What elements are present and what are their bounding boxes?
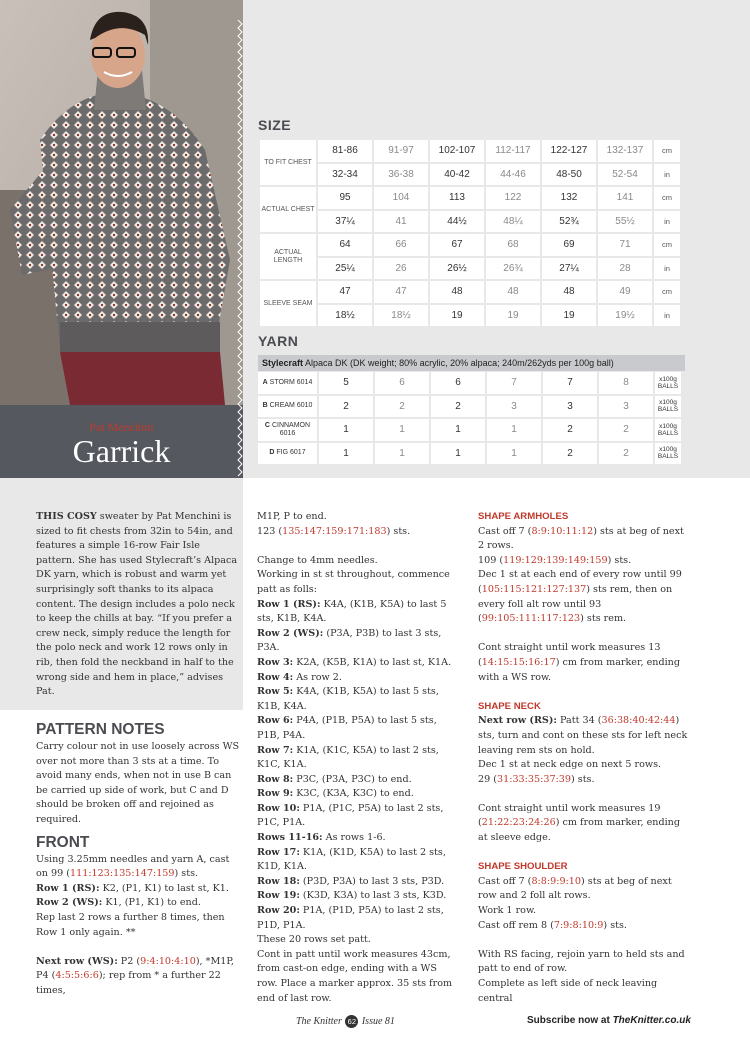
size-value: 48 (486, 281, 540, 303)
front-row-1: Row 1 (RS): K2, (P1, K1) to last st, K1. (36, 882, 229, 894)
pattern-row: Row 20: P1A, (P1D, P5A) to last 2 sts, P1D, P1A. (257, 905, 444, 931)
yarn-value: 1 (319, 443, 373, 465)
size-value: 55½ (598, 211, 652, 233)
size-value: 47 (318, 281, 372, 303)
front-repeat: Rep last 2 rows a further 8 times, then Row 1 only again. ** (36, 911, 225, 938)
yarn-colour-label: C CINNAMON 6016 (258, 419, 317, 441)
size-value: 26 (374, 258, 428, 280)
yarn-value: 5 (319, 372, 373, 394)
size-row (260, 187, 680, 209)
size-value: 19 (542, 305, 596, 327)
yarn-value: 1 (487, 443, 541, 465)
yarn-value: 7 (543, 372, 597, 394)
yarn-row (258, 419, 681, 441)
yarn-colour-label: A STORM 6014 (258, 372, 317, 394)
col2-m1p: M1P, P to end. (257, 511, 327, 522)
shape-armholes-heading: SHAPE ARMHOLES (478, 511, 569, 522)
size-value: 49 (598, 281, 652, 303)
size-value: 141 (598, 187, 652, 209)
size-row (260, 211, 680, 233)
col2-needles: Change to 4mm needles. (257, 554, 378, 566)
pattern-row: Row 18: (P3D, P3A) to last 3 sts, P3D. (257, 875, 445, 887)
pattern-row: Row 5: K4A, (K1B, K5A) to last 5 sts, K1B, K4A. (257, 686, 439, 712)
size-value: 52¾ (542, 211, 596, 233)
size-value: 48 (542, 281, 596, 303)
size-value: 48-50 (542, 164, 596, 186)
site-link[interactable]: TheKnitter.co.uk (612, 1015, 691, 1026)
size-row-label: ACTUAL LENGTH (260, 234, 316, 279)
intro-text (36, 510, 240, 700)
column-3 (478, 510, 688, 1006)
size-value: 52-54 (598, 164, 652, 186)
pattern-row: Row 17: K1A, (K1D, K5A) to last 2 sts, K1D, K1A. (257, 846, 446, 873)
size-row (260, 305, 680, 327)
complete-left: Complete as left side of neck leaving central (478, 978, 658, 1004)
size-value: 64 (318, 234, 372, 256)
size-unit: cm (654, 234, 680, 256)
pattern-row: Row 10: P1A, (P1C, P5A) to last 2 sts, P1C, P1A. (257, 802, 444, 829)
size-value: 18½ (374, 305, 428, 327)
pattern-row: Row 3: K2A, (K5B, K1A) to last st, K1A. (257, 656, 452, 668)
model-photo (0, 0, 243, 405)
size-unit: cm (654, 187, 680, 209)
yarn-value: 2 (375, 396, 429, 418)
size-row (260, 258, 680, 280)
yarn-unit: x100g BALLS (655, 443, 681, 465)
rejoin-yarn: With RS facing, rejoin yarn to held sts and patt to end of row. (478, 948, 685, 975)
hero-panel (0, 0, 243, 478)
size-row-label: TO FIT CHEST (260, 140, 316, 185)
size-value: 68 (486, 234, 540, 256)
neck-next-row: Next row (RS): Patt 34 (36:38:40:42:44) sts, turn and cont on these sts for left neck leaving rem sts on hold. (478, 715, 688, 756)
yarn-value: 6 (375, 372, 429, 394)
size-value: 66 (374, 234, 428, 256)
pattern-row: Row 1 (RS): K4A, (K1B, K5A) to last 5 sts, K1B, K4A. (257, 598, 447, 625)
pattern-row: Row 6: P4A, (P1B, P5A) to last 5 sts, P1B, P4A. (257, 715, 437, 741)
chart-rows (257, 598, 460, 934)
intro-lead: THIS COSY (36, 511, 97, 522)
size-row (260, 281, 680, 303)
yarn-unit: x100g BALLS (655, 419, 681, 441)
size-value: 67 (430, 234, 484, 256)
col2-stitch-count: 123 (135:147:159:171:183) sts. (257, 525, 411, 537)
size-unit: in (654, 305, 680, 327)
yarn-value: 1 (319, 419, 373, 441)
pattern-row: Row 8: P3C, (P3A, P3C) to end. (257, 773, 412, 785)
yarn-colour-label: D FIG 6017 (258, 443, 317, 465)
col2-set-patt: These 20 rows set patt. (257, 934, 371, 946)
yarn-spec: Alpaca DK (DK weight; 80% acrylic, 20% alpaca; 240m/262yds per 100g ball) (303, 358, 614, 368)
yarn-unit: x100g BALLS (655, 396, 681, 418)
size-unit: in (654, 164, 680, 186)
size-unit: cm (654, 281, 680, 303)
pattern-row: Rows 11-16: As rows 1-6. (257, 832, 386, 844)
size-row-label: ACTUAL CHEST (260, 187, 316, 232)
front-cast-on: Using 3.25mm needles and yarn A, cast on 99 (111:123:135:147:159) sts. (36, 853, 230, 880)
intro-body: sweater by Pat Menchini is sized to fit chests from 32in to 54in, and features a simple 16-row Fair Isle pattern. She has used Stylecraft’s Alpaca DK yarn, which is robust and warm yet surprisingly soft thanks to its alpaca content. The design includes a polo neck to keep the chills at bay. “If you prefer a crew neck, simply reduce the length for the polo neck and work 12 rows only in rib, then fold the neckband in half to the wrong side and hem in place,” advises Pat. (36, 511, 238, 698)
size-value: 19½ (598, 305, 652, 327)
pattern-notes-text: Carry colour not in use loosely across WS over not more than 3 sts at a time. To avoid many ends, when not in use B can be carried up side of work, but C and D should be broken off and rejoined as required. (36, 741, 240, 825)
yarn-value: 2 (319, 396, 373, 418)
neck-dec: Dec 1 st at neck edge on next 5 rows. (478, 759, 662, 771)
size-value: 81-86 (318, 140, 372, 162)
size-value: 28 (598, 258, 652, 280)
neck-count: 29 (31:33:35:37:39) sts. (478, 773, 595, 785)
yarn-value: 2 (543, 443, 597, 465)
size-value: 112-117 (486, 140, 540, 162)
front-row-2: Row 2 (WS): K1, (P1, K1) to end. (36, 897, 201, 909)
yarn-table (256, 370, 683, 466)
footer-subscribe: Subscribe now at TheKnitter.co.uk (527, 1015, 691, 1026)
size-value: 48¼ (486, 211, 540, 233)
footer-magazine: The Knitter 62 Issue 81 (296, 1015, 395, 1027)
size-value: 27¼ (542, 258, 596, 280)
size-value: 69 (542, 234, 596, 256)
pattern-row: Row 7: K1A, (K1C, K5A) to last 2 sts, K1C, K1A. (257, 744, 439, 771)
yarn-value: 8 (599, 372, 653, 394)
yarn-value: 1 (431, 443, 485, 465)
front-heading: FRONT (36, 833, 90, 851)
neck-cont: Cont straight until work measures 19 (21:22:23:24:26) cm from marker, ending at sleeve edge. (478, 802, 681, 844)
size-value: 32-34 (318, 164, 372, 186)
size-value: 40-42 (430, 164, 484, 186)
size-value: 19 (486, 305, 540, 327)
pattern-row: Row 2 (WS): (P3A, P3B) to last 3 sts, P3A. (257, 627, 442, 654)
col2-continue: Cont in patt until work measures 43cm, from cast-on edge, ending with a WS row. Place a marker approx. 35 sts from end of last row. (257, 948, 453, 1004)
size-value: 26¾ (486, 258, 540, 280)
yarn-value: 2 (543, 419, 597, 441)
page-number: 62 (345, 1015, 358, 1028)
yarn-value: 2 (599, 443, 653, 465)
size-value: 44½ (430, 211, 484, 233)
column-1 (36, 720, 242, 999)
front-next-row: Next row (WS): P2 (9:4:10:4:10), *M1P, P4 (4:5:5:6:6); rep from * a further 22 times, (36, 955, 234, 996)
size-value: 26½ (430, 258, 484, 280)
yarn-value: 6 (431, 372, 485, 394)
column-2 (257, 510, 460, 1006)
size-row (260, 234, 680, 256)
size-value: 95 (318, 187, 372, 209)
size-value: 19 (430, 305, 484, 327)
yarn-value: 2 (431, 396, 485, 418)
size-value: 113 (430, 187, 484, 209)
yarn-row (258, 443, 681, 465)
shape-shoulder-heading: SHAPE SHOULDER (478, 861, 568, 873)
pattern-row: Row 19: (K3D, K3A) to last 3 sts, K3D. (257, 890, 447, 902)
yarn-value: 3 (487, 396, 541, 418)
size-value: 132 (542, 187, 596, 209)
shoulder-work-row: Work 1 row. (478, 905, 537, 917)
size-value: 102-107 (430, 140, 484, 162)
size-value: 104 (374, 187, 428, 209)
size-value: 48 (430, 281, 484, 303)
size-row (260, 164, 680, 186)
shape-neck-heading: SHAPE NECK (478, 700, 541, 712)
size-heading: SIZE (258, 117, 292, 133)
size-value: 132-137 (598, 140, 652, 162)
size-value: 122-127 (542, 140, 596, 162)
size-value: 18½ (318, 305, 372, 327)
yarn-value: 1 (431, 419, 485, 441)
size-unit: in (654, 258, 680, 280)
shoulder-cast-off: Cast off 7 (8:8:9:9:10) sts at beg of next row and 2 foll alt rows. (478, 875, 672, 902)
yarn-description (258, 355, 685, 371)
size-value: 122 (486, 187, 540, 209)
yarn-value: 1 (375, 419, 429, 441)
size-value: 25¼ (318, 258, 372, 280)
col2-commence: Working in st st throughout, commence patt as folls: (257, 569, 450, 595)
size-table (258, 138, 682, 328)
size-value: 41 (374, 211, 428, 233)
pattern-title: Garrick (72, 433, 171, 469)
title-block (0, 405, 243, 478)
yarn-colour-label: B CREAM 6010 (258, 396, 317, 418)
pattern-row: Row 4: As row 2. (257, 671, 342, 683)
size-value: 44-46 (486, 164, 540, 186)
pattern-row: Row 9: K3C, (K3A, K3C) to end. (257, 788, 414, 800)
size-value: 36-38 (374, 164, 428, 186)
yarn-value: 1 (375, 443, 429, 465)
shoulder-cast-off-rem: Cast off rem 8 (7:9:8:10:9) sts. (478, 919, 627, 931)
yarn-brand: Stylecraft (262, 358, 304, 368)
pattern-notes-heading: PATTERN NOTES (36, 721, 165, 738)
armholes-dec: Dec 1 st at each end of every row until 99 (105:115:121:127:137) sts rem, then on every foll alt row until 93 (99:105:111:117:123) sts rem. (478, 569, 682, 625)
yarn-value: 3 (599, 396, 653, 418)
size-row-label: SLEEVE SEAM (260, 281, 316, 326)
size-value: 37¼ (318, 211, 372, 233)
size-value: 91-97 (374, 140, 428, 162)
armholes-cast-off: Cast off 7 (8:9:10:11:12) sts at beg of next 2 rows. (478, 525, 684, 552)
size-row (260, 140, 680, 162)
designer-byline: Pat Menchini (89, 420, 154, 434)
yarn-value: 1 (487, 419, 541, 441)
yarn-row (258, 372, 681, 394)
size-unit: cm (654, 140, 680, 162)
size-value: 47 (374, 281, 428, 303)
size-value: 71 (598, 234, 652, 256)
yarn-value: 3 (543, 396, 597, 418)
armholes-cont: Cont straight until work measures 13 (14:15:15:16:17) cm from marker, ending with a WS row. (478, 642, 681, 683)
size-unit: in (654, 211, 680, 233)
yarn-value: 2 (599, 419, 653, 441)
yarn-value: 7 (487, 372, 541, 394)
armholes-count: 109 (119:129:139:149:159) sts. (478, 554, 632, 566)
yarn-row (258, 396, 681, 418)
yarn-unit: x100g BALLS (655, 372, 681, 394)
yarn-heading: YARN (258, 333, 299, 349)
